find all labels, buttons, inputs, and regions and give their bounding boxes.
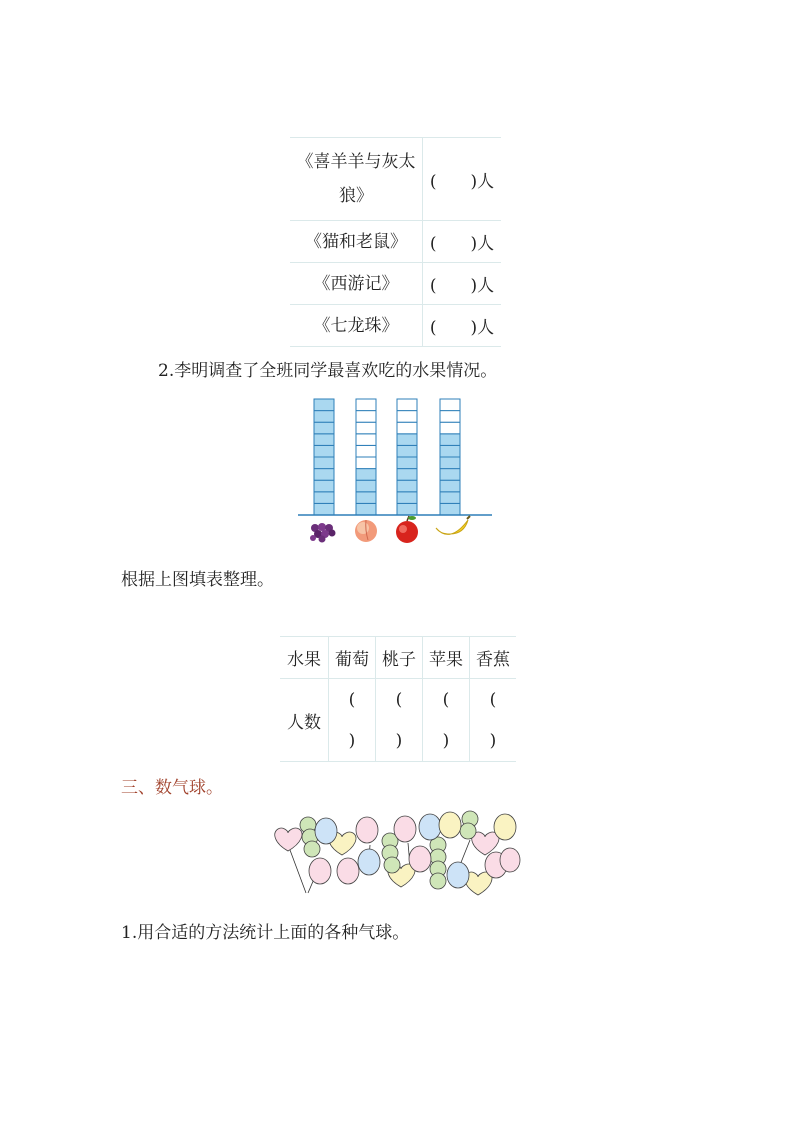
answer-blank: ( )人 xyxy=(423,221,502,263)
header-fruit: 水果 xyxy=(280,637,329,679)
fruit-bar-chart xyxy=(290,390,510,550)
bar-cell-empty xyxy=(440,411,460,423)
bar-cell-filled xyxy=(440,492,460,504)
bar-cell-filled xyxy=(314,503,334,515)
bar-cell-empty xyxy=(397,411,417,423)
bar-cell-filled xyxy=(314,445,334,457)
bar-cell-filled xyxy=(397,480,417,492)
bar-cell-empty xyxy=(356,445,376,457)
instruction-text: 根据上图填表整理。 xyxy=(121,570,274,590)
bar-cell-filled xyxy=(397,492,417,504)
show-label: 《猫和老鼠》 xyxy=(290,221,423,263)
bar-cell-filled xyxy=(440,503,460,515)
header-peach: 桃子 xyxy=(376,637,423,679)
bar-cell-empty xyxy=(397,422,417,434)
bar-cell-filled xyxy=(314,422,334,434)
fruit-count-table xyxy=(280,636,516,762)
bar-cell-filled xyxy=(314,434,334,446)
bar-cell-filled xyxy=(440,480,460,492)
bar-cell-empty xyxy=(440,399,460,411)
question-2: 2.李明调查了全班同学最喜欢吃的水果情况。 xyxy=(158,361,498,381)
answer-blank: ( )人 xyxy=(423,305,502,347)
show-label: 《喜羊羊与灰太狼》 xyxy=(290,138,423,221)
answer-blank: ( )人 xyxy=(423,138,502,221)
bar-cell-filled xyxy=(314,480,334,492)
bar-cell-empty xyxy=(440,422,460,434)
bar-cell-empty xyxy=(397,399,417,411)
count-blank: ( ) xyxy=(329,679,376,762)
bar-cell-empty xyxy=(356,457,376,469)
bar-cell-empty xyxy=(356,434,376,446)
header-banana: 香蕉 xyxy=(470,637,517,679)
balloons-illustration xyxy=(270,805,530,900)
count-blank: ( ) xyxy=(423,679,470,762)
bar-cell-filled xyxy=(314,457,334,469)
row-label-count: 人数 xyxy=(280,679,329,762)
bar-cell-filled xyxy=(356,503,376,515)
bar-cell-filled xyxy=(314,411,334,423)
bar-cell-filled xyxy=(397,503,417,515)
show-label: 《七龙珠》 xyxy=(290,305,423,347)
peach-icon xyxy=(355,520,377,542)
bar-cell-filled xyxy=(397,434,417,446)
apple-icon xyxy=(396,516,418,543)
header-apple: 苹果 xyxy=(423,637,470,679)
round-balloon-icon xyxy=(315,818,337,844)
section-3-title: 三、数气球。 xyxy=(121,778,223,798)
bar-cell-filled xyxy=(397,457,417,469)
heart-balloon-icon xyxy=(275,828,302,851)
show-label: 《西游记》 xyxy=(290,263,423,305)
bar-cell-filled xyxy=(397,445,417,457)
bar-cell-empty xyxy=(356,422,376,434)
bar-cell-filled xyxy=(314,399,334,411)
count-blank: ( ) xyxy=(376,679,423,762)
bar-cell-filled xyxy=(440,445,460,457)
question-3-1: 1.用合适的方法统计上面的各种气球。 xyxy=(121,923,410,943)
tv-show-table xyxy=(290,137,501,347)
answer-blank: ( )人 xyxy=(423,263,502,305)
grape-icon xyxy=(310,523,336,543)
bar-cell-filled xyxy=(397,469,417,481)
bar-cell-filled xyxy=(314,492,334,504)
bar-cell-filled xyxy=(440,434,460,446)
bar-cell-empty xyxy=(356,411,376,423)
bar-cell-filled xyxy=(356,492,376,504)
bar-cell-filled xyxy=(314,469,334,481)
bar-cell-filled xyxy=(440,469,460,481)
bar-cell-empty xyxy=(356,399,376,411)
header-grape: 葡萄 xyxy=(329,637,376,679)
count-blank: ( ) xyxy=(470,679,517,762)
banana-icon xyxy=(436,516,470,534)
bar-cell-filled xyxy=(440,457,460,469)
bar-cell-filled xyxy=(356,469,376,481)
bar-cell-filled xyxy=(356,480,376,492)
heart-balloon-icon xyxy=(472,832,499,855)
